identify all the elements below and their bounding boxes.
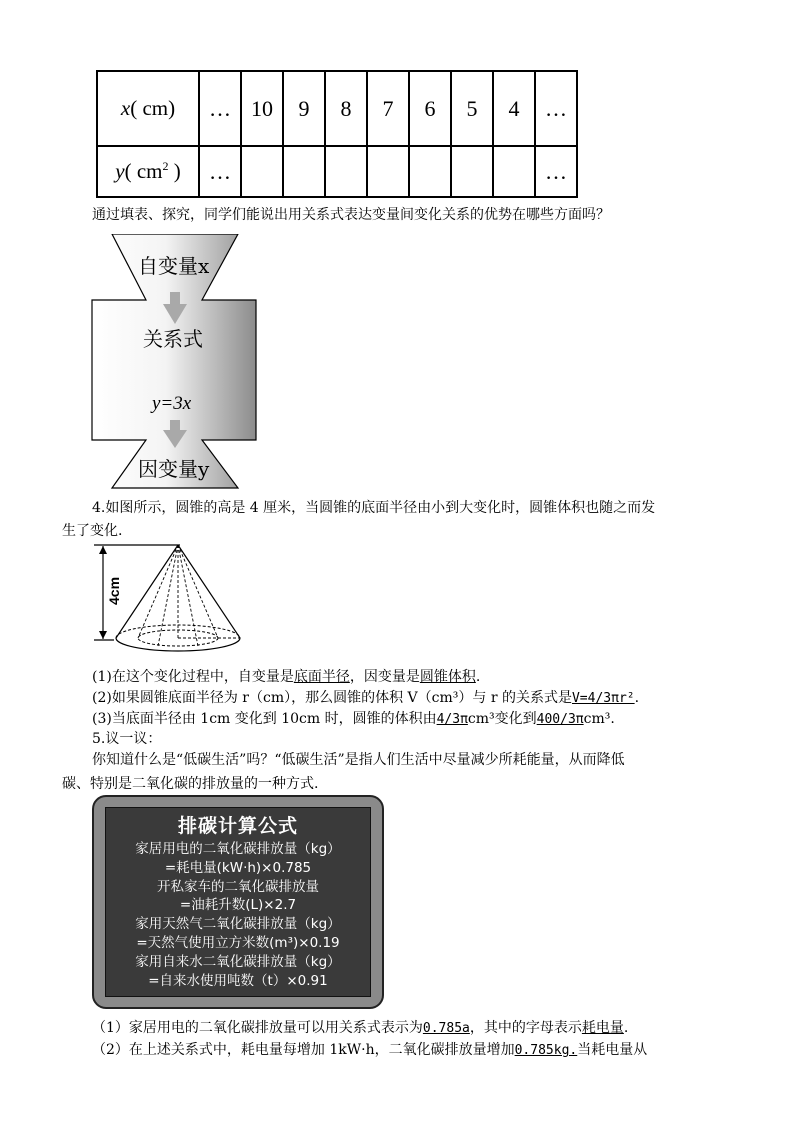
- independent-variable-label: 自变量x: [138, 254, 210, 278]
- table-cell: 10: [241, 71, 283, 146]
- q4-sub3-answer-to: 400/3π: [536, 712, 584, 727]
- table-cell: 6: [409, 71, 451, 146]
- table-cell[interactable]: [241, 146, 283, 197]
- table-cell: …: [535, 71, 577, 146]
- table-cell: 5: [451, 71, 493, 146]
- table-cell: …: [199, 146, 241, 197]
- table-cell: 8: [325, 71, 367, 146]
- q5-a1-mid: ，其中的字母表示: [469, 1020, 582, 1036]
- q5-line2: 碳、特别是二氧化碳的排放量的一种方式.: [62, 776, 319, 792]
- table-cell[interactable]: [409, 146, 451, 197]
- q4-sub1-mid: ，因变量是: [349, 669, 420, 685]
- q5-a2-end: 当耗电量从: [577, 1042, 648, 1058]
- q4-sub1-end: .: [475, 669, 481, 685]
- q4-sub1-prefix: (1)在这个变化过程中，自变量是: [92, 669, 294, 685]
- xy-table: [96, 70, 578, 198]
- q5-a2-value: 0.785kg.: [514, 1043, 578, 1058]
- q5-answer2: [92, 1038, 647, 1063]
- q4-sub3-prefix: (3)当底面半径由 1cm 变化到 10cm 时，圆锥的体积由: [92, 711, 437, 727]
- carbon-formula-card: [92, 795, 384, 1009]
- table-cell: 4: [493, 71, 535, 146]
- q5-a1-expression: 0.785a: [422, 1021, 470, 1036]
- q4-sub1-answer-independent: 底面半径: [293, 669, 350, 685]
- carbon-formula-line: 开私家车的二氧化碳排放量: [157, 878, 319, 895]
- carbon-formula-line: 家用天然气二氧化碳排放量（kg）: [135, 916, 341, 933]
- q4-sub3-answer-from: 4/3π: [436, 712, 468, 727]
- row-x-header: x( cm): [97, 71, 199, 146]
- formula-label: y=3x: [152, 393, 192, 414]
- table-cell: 7: [367, 71, 409, 146]
- table-row-y: [97, 146, 577, 197]
- table-cell[interactable]: [283, 146, 325, 197]
- table-cell[interactable]: [367, 146, 409, 197]
- table-cell[interactable]: [325, 146, 367, 197]
- carbon-formula-line: 家居用电的二氧化碳排放量（kg）: [135, 841, 341, 857]
- q4-sub3: [92, 707, 615, 732]
- table-row-x: [97, 71, 577, 146]
- table-cell[interactable]: [493, 146, 535, 197]
- table-cell: …: [535, 146, 577, 197]
- q5-line1: 你知道什么是“低碳生活”吗？“低碳生活”是指人们生活中尽量减少所耗能量，从而降低: [92, 752, 625, 768]
- carbon-formula-line: =天然气使用立方米数(m³)×0.19: [136, 934, 340, 951]
- q5-a1-end: .: [623, 1020, 629, 1036]
- carbon-card-title: 排碳计算公式: [177, 815, 298, 837]
- q5-a2-prefix: （2）在上述关系式中，耗电量每增加 1kW·h，二氧化碳排放量增加: [92, 1042, 515, 1058]
- table-cell: …: [199, 71, 241, 146]
- q4-sub2-end: .: [634, 690, 640, 706]
- q5-a1-prefix: （1）家居用电的二氧化碳排放量可以用关系式表示为: [92, 1020, 423, 1036]
- carbon-formula-line: =油耗升数(L)×2.7: [179, 897, 297, 914]
- row-y-header: y( $cm^2$ ): [97, 146, 199, 197]
- carbon-formula-panel: [105, 807, 371, 997]
- q4-intro-line2: 生了变化.: [62, 523, 123, 539]
- q4-sub3-unit2: cm³.: [583, 711, 615, 727]
- q4-sub2-answer: V=4/3πr²: [571, 691, 635, 706]
- carbon-formula-line: =耗电量(kW·h)×0.785: [164, 859, 312, 876]
- table-cell: 9: [283, 71, 325, 146]
- q4-intro-line1: 4.如图所示，圆锥的高是 4 厘米，当圆锥的底面半径由小到大变化时，圆锥体积也随之而发: [92, 500, 656, 516]
- q5-a1-variable: 耗电量: [581, 1020, 624, 1036]
- dependent-variable-label: 因变量y: [138, 457, 210, 481]
- q4-sub2-prefix: (2)如果圆锥底面半径为 r（cm），那么圆锥的体积 V（cm³）与 r 的关系式是: [92, 690, 572, 706]
- q4-sub1-answer-dependent: 圆锥体积: [419, 669, 476, 685]
- relation-label: 关系式: [143, 327, 203, 351]
- height-label: 4cm: [106, 576, 122, 605]
- q4-sub3-unit1: cm³变化到: [467, 711, 537, 727]
- carbon-formula-line: =自来水使用吨数（t）×0.91: [148, 972, 328, 989]
- q5-heading: 5.议一议：: [92, 731, 162, 747]
- table-cell[interactable]: [451, 146, 493, 197]
- carbon-formula-line: 家用自来水二氧化碳排放量（kg）: [135, 953, 341, 970]
- question-text: 通过填表、探究，同学们能说出用关系式表达变量间变化关系的优势在哪些方面吗？: [92, 207, 610, 223]
